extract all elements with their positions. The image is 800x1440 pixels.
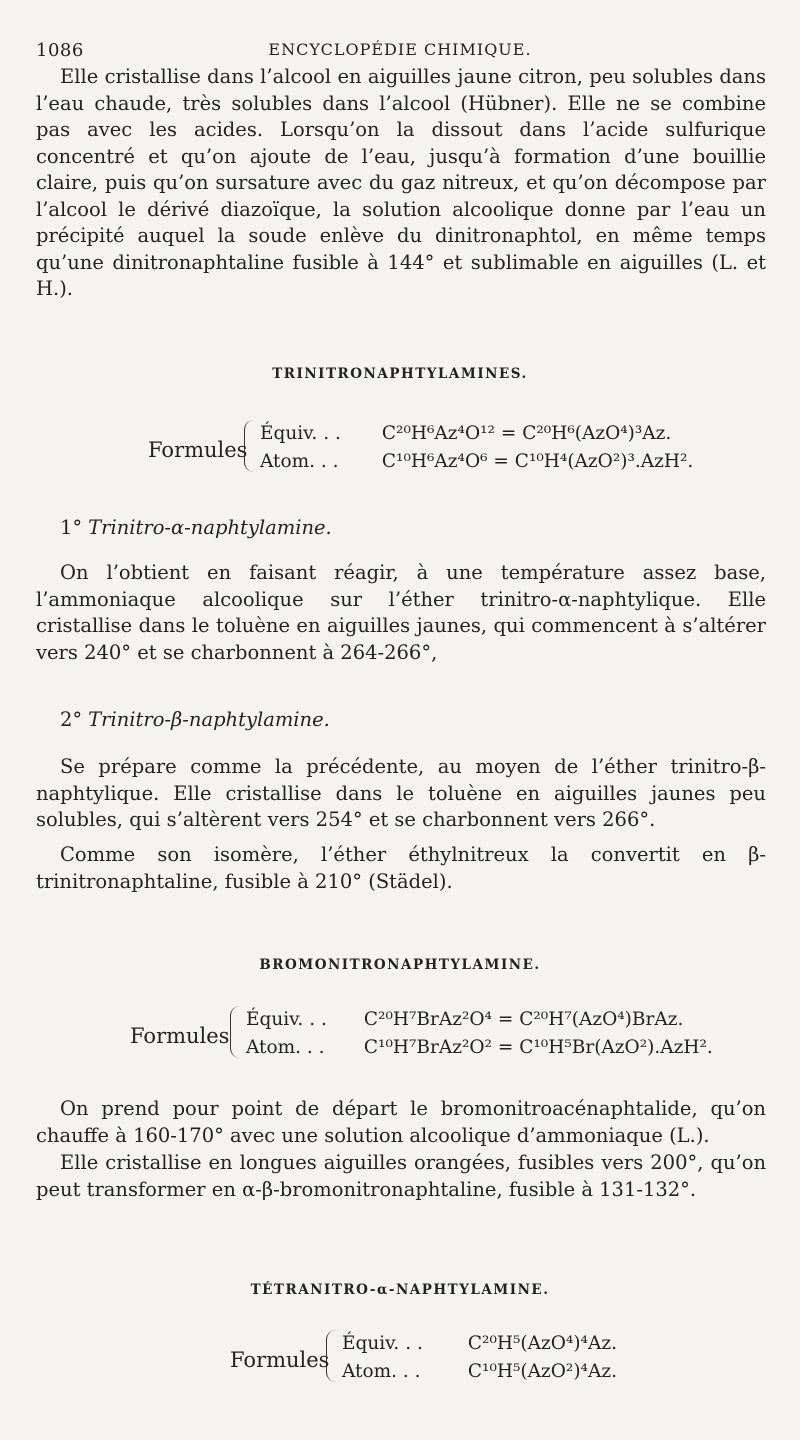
subheading-beta [60, 708, 330, 731]
page-number: 1086 [36, 40, 84, 61]
subheading-name: Trinitro-β-naphtylamine. [88, 708, 330, 731]
subheading-alpha [60, 516, 332, 539]
formula-row-atom [342, 1358, 617, 1386]
subheading-number: 1° [60, 516, 83, 539]
page-header [36, 36, 764, 66]
atom-formula: C¹⁰H⁷BrAz²O² = C¹⁰H⁵Br(AzO²).AzH². [363, 1037, 713, 1058]
beta-paragraph-2: Comme son isomère, l’éther éthylnitreux la convertit en β-trinitronaphtaline, fusible à 210° (Städel). [36, 843, 766, 893]
formulas-label: Formules [148, 438, 248, 462]
formula-row-equiv [246, 1006, 683, 1034]
formula-block-tetra [230, 1330, 690, 1390]
brace [326, 1330, 336, 1382]
formula-block-bromo [130, 1006, 750, 1066]
equiv-formula: C²⁰H⁶Az⁴O¹² = C²⁰H⁶(AzO⁴)³Az. [381, 423, 672, 444]
intro-paragraph: Elle cristallise dans l’alcool en aiguilles jaune citron, peu solubles dans l’eau chaude, très solubles dans l’alcool (Hübner). Elle ne se combine pas avec les acides. Lorsqu’on la dissout dans l’acide sulfurique concentré et qu’on ajoute de l’eau, jusqu’à formation d’une bouillie claire, puis qu’on sursature avec du gaz nitreux, et qu’on décompose par l’alcool le dérivé diazoïque, la solution alcoolique donne par l’eau un précipité auquel la soude enlève du dinitronaphtol, en même temps qu’une dinitronaphtaline fusible à 144° et sublimable en aiguilles (L. et H.). [36, 65, 766, 300]
brace [244, 420, 254, 472]
atom-formula: C¹⁰H⁵(AzO²)⁴Az. [467, 1361, 617, 1382]
atom-label: Atom. . . [246, 1037, 325, 1058]
bromo-paragraph-2: Elle cristallise en longues aiguilles orangées, fusibles vers 200°, qu’on peut transformer en α-β-bromonitronaphtaline, fusible à 131-132°. [36, 1151, 766, 1201]
subheading-number: 2° [60, 708, 83, 731]
equiv-label: Équiv. . . [342, 1333, 423, 1354]
beta-paragraph-1: Se prépare comme la précédente, au moyen de l’éther trinitro-β-naphtylique. Elle cristallise dans le toluène en aiguilles jaunes peu solubles, qui s’altèrent vers 254° et se charbonnent vers 266°. [36, 755, 766, 831]
formulas-label: Formules [130, 1024, 230, 1048]
section-title-bromo: BROMONITRONAPHTYLAMINE. [259, 957, 541, 973]
formula-row-equiv [342, 1330, 617, 1358]
subheading-name: Trinitro-α-naphtylamine. [88, 516, 332, 539]
equiv-formula: C²⁰H⁷BrAz²O⁴ = C²⁰H⁷(AzO⁴)BrAz. [363, 1009, 684, 1030]
formula-block-trinitro [148, 420, 748, 480]
formula-row-atom [246, 1034, 713, 1062]
brace [230, 1006, 240, 1058]
alpha-paragraph: On l’obtient en faisant réagir, à une température assez base, l’ammoniaque alcoolique sur l’éther trinitro-α-naphtylique. Elle cristallise dans le toluène en aiguilles jaunes, qui commencent à s’altérer vers 240° et se charbonnent à 264-266°, [36, 561, 766, 664]
formulas-label: Formules [230, 1348, 330, 1372]
running-title: ENCYCLOPÉDIE CHIMIQUE. [268, 40, 532, 59]
atom-label: Atom. . . [342, 1361, 421, 1382]
bromo-paragraph-1: On prend pour point de départ le bromonitroacénaphtalide, qu’on chauffe à 160-170° avec une solution alcoolique d’ammoniaque (L.). [36, 1097, 766, 1147]
atom-label: Atom. . . [260, 451, 339, 472]
equiv-label: Équiv. . . [246, 1009, 327, 1030]
equiv-formula: C²⁰H⁵(AzO⁴)⁴Az. [467, 1333, 617, 1354]
section-title-trinitro: TRINITRONAPHTYLAMINES. [272, 366, 528, 382]
formula-row-atom [260, 448, 693, 476]
formula-row-equiv [260, 420, 671, 448]
section-title-tetra: TÉTRANITRO-α-NAPHTYLAMINE. [250, 1282, 550, 1298]
atom-formula: C¹⁰H⁶Az⁴O⁶ = C¹⁰H⁴(AzO²)³.AzH². [381, 451, 694, 472]
equiv-label: Équiv. . . [260, 423, 341, 444]
